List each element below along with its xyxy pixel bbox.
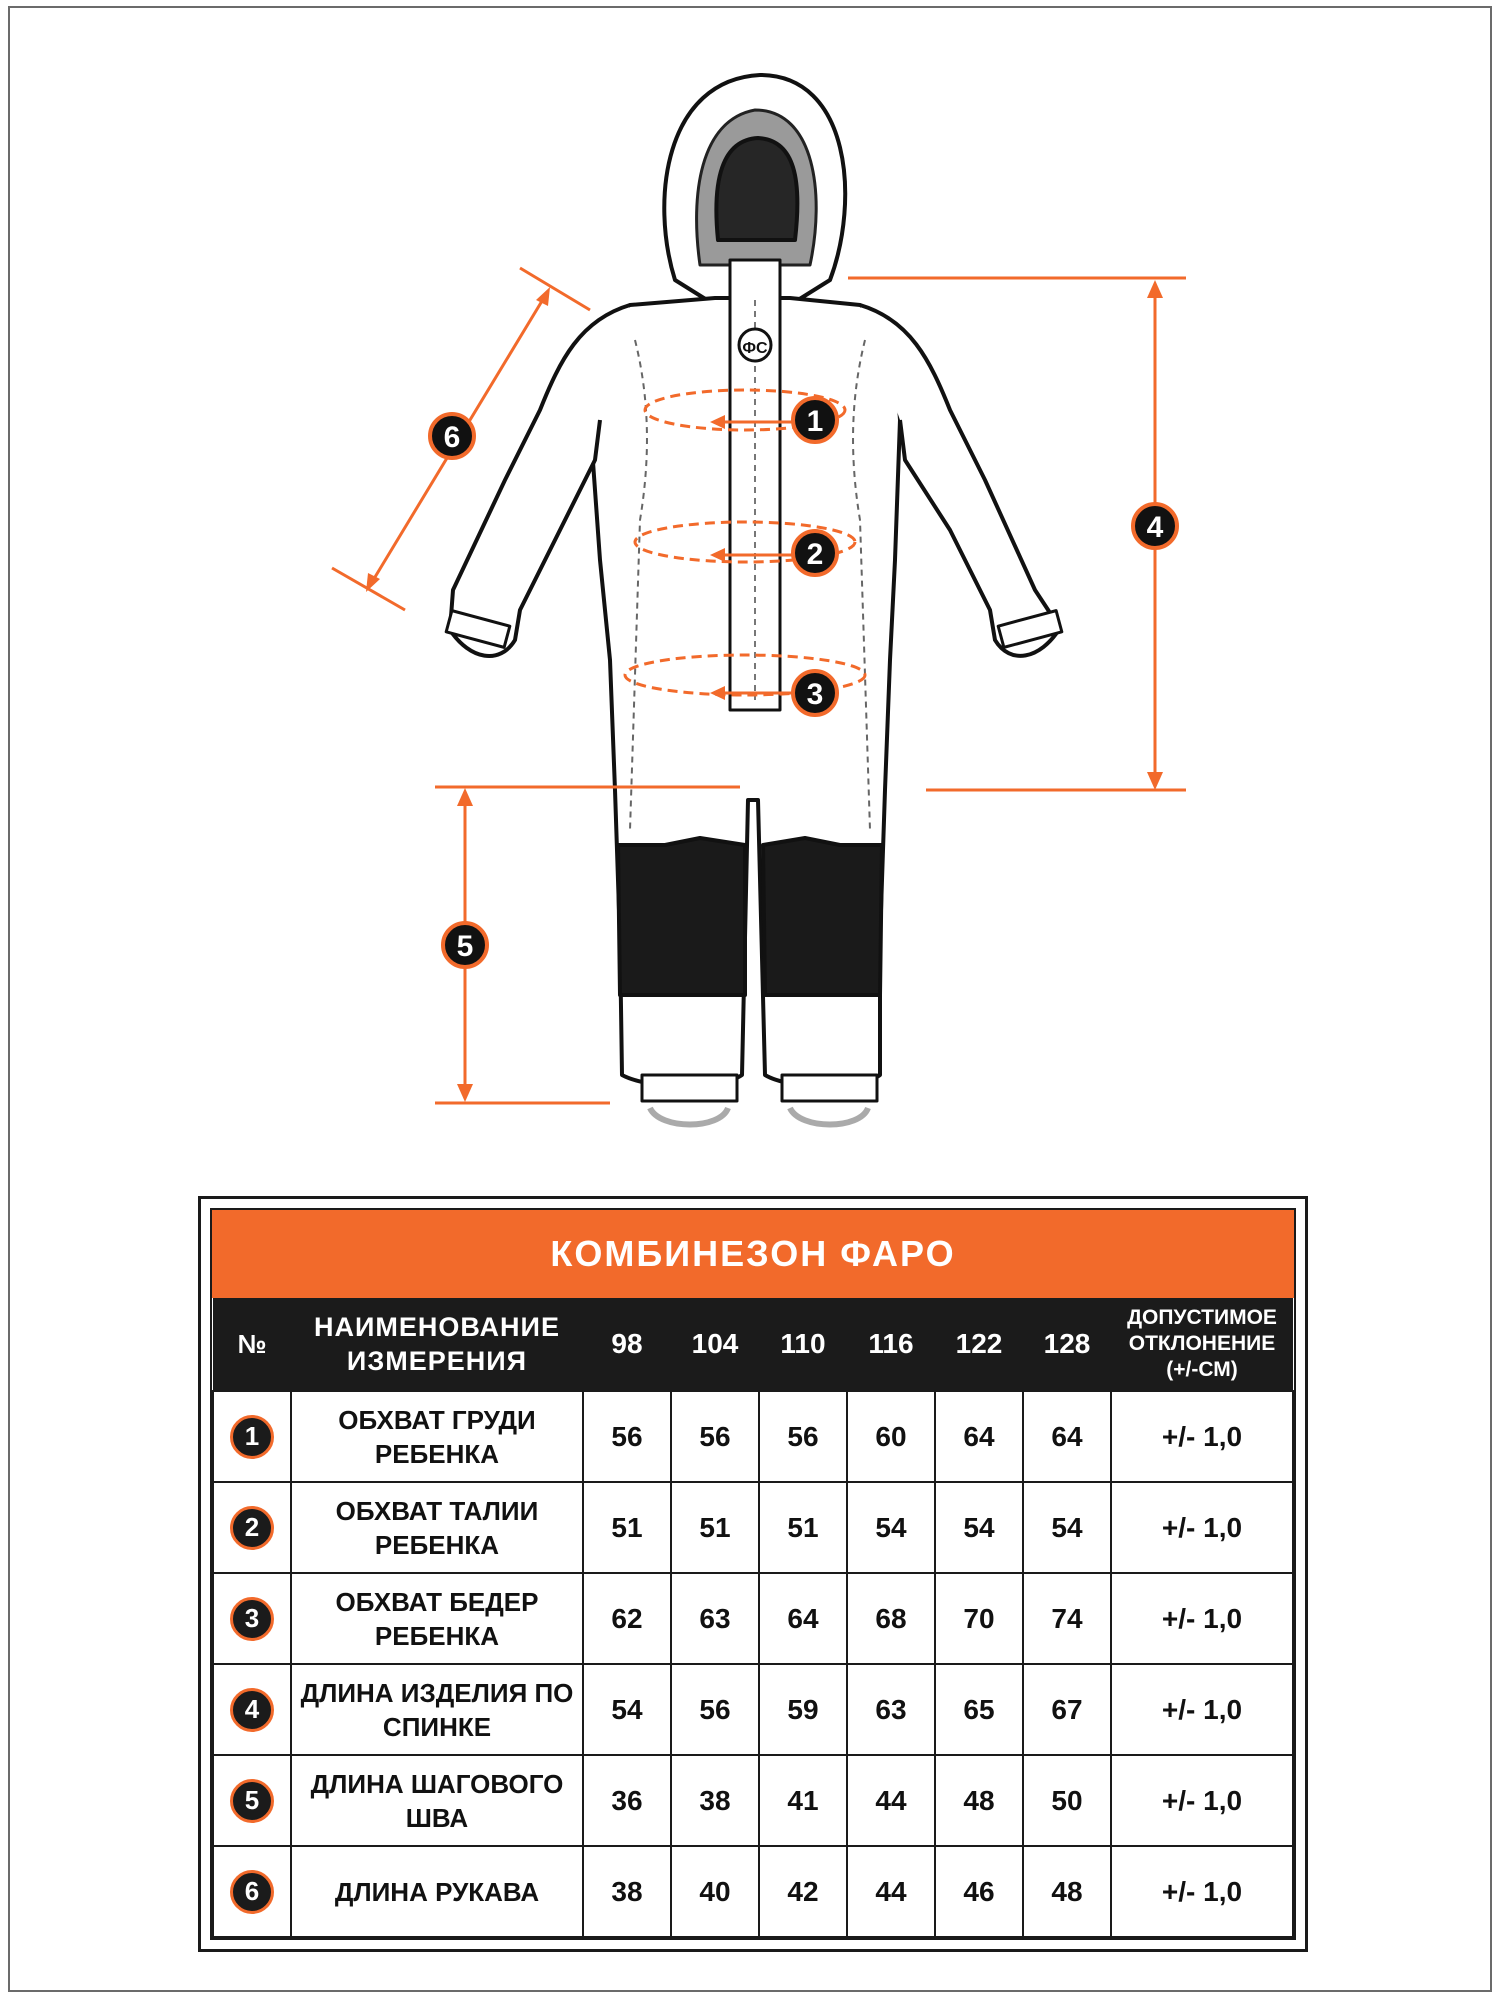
size-value: 44 <box>847 1755 935 1846</box>
measurement-name: ОБХВАТ ГРУДИ РЕБЕНКА <box>291 1391 583 1482</box>
header-size: 104 <box>671 1298 759 1391</box>
table-row <box>213 1482 1293 1573</box>
row-number-cell <box>213 1664 291 1755</box>
size-value: 50 <box>1023 1755 1111 1846</box>
tolerance-value: +/- 1,0 <box>1111 1573 1293 1664</box>
marker-3 <box>793 671 837 715</box>
header-size: 128 <box>1023 1298 1111 1391</box>
knee-patch-right <box>763 838 882 995</box>
size-value: 51 <box>671 1482 759 1573</box>
marker-1 <box>793 398 837 442</box>
header-row <box>213 1298 1293 1391</box>
size-value: 46 <box>935 1846 1023 1937</box>
measurement-name: ДЛИНА РУКАВА <box>291 1846 583 1937</box>
size-value: 40 <box>671 1846 759 1937</box>
size-value: 38 <box>583 1846 671 1937</box>
svg-text:4: 4 <box>1146 511 1164 544</box>
header-size: 116 <box>847 1298 935 1391</box>
size-value: 42 <box>759 1846 847 1937</box>
header-size: 98 <box>583 1298 671 1391</box>
size-value: 60 <box>847 1391 935 1482</box>
measurement-name: ОБХВАТ ТАЛИИ РЕБЕНКА <box>291 1482 583 1573</box>
size-value: 54 <box>583 1664 671 1755</box>
row-number-cell <box>213 1482 291 1573</box>
size-value: 36 <box>583 1755 671 1846</box>
size-value: 44 <box>847 1846 935 1937</box>
table-row <box>213 1846 1293 1937</box>
size-value: 51 <box>583 1482 671 1573</box>
measurement-name: ДЛИНА ШАГОВОГО ШВА <box>291 1755 583 1846</box>
table-row <box>213 1755 1293 1846</box>
row-number-cell <box>213 1755 291 1846</box>
measurement-name: ДЛИНА ИЗДЕЛИЯ ПО СПИНКЕ <box>291 1664 583 1755</box>
row-number-cell <box>213 1391 291 1482</box>
size-value: 38 <box>671 1755 759 1846</box>
header-num: № <box>213 1298 291 1391</box>
row-number-badge: 3 <box>230 1597 274 1641</box>
size-value: 67 <box>1023 1664 1111 1755</box>
boot-strap-right <box>790 1108 868 1125</box>
tolerance-value: +/- 1,0 <box>1111 1755 1293 1846</box>
marker-6 <box>430 414 474 458</box>
row-number-cell <box>213 1573 291 1664</box>
svg-text:2: 2 <box>806 538 824 571</box>
marker-2 <box>793 531 837 575</box>
size-chart <box>198 1196 1308 1952</box>
size-value: 59 <box>759 1664 847 1755</box>
size-value: 54 <box>1023 1482 1111 1573</box>
marker-4 <box>1133 504 1177 548</box>
size-value: 63 <box>847 1664 935 1755</box>
size-value: 48 <box>935 1755 1023 1846</box>
tolerance-value: +/- 1,0 <box>1111 1664 1293 1755</box>
tolerance-value: +/- 1,0 <box>1111 1391 1293 1482</box>
size-value: 64 <box>935 1391 1023 1482</box>
row-number-badge: 1 <box>230 1415 274 1459</box>
tolerance-value: +/- 1,0 <box>1111 1482 1293 1573</box>
marker-5 <box>443 923 487 967</box>
size-value: 68 <box>847 1573 935 1664</box>
svg-text:3: 3 <box>806 678 824 711</box>
size-value: 54 <box>847 1482 935 1573</box>
size-value: 65 <box>935 1664 1023 1755</box>
boot-strap-left <box>650 1108 728 1125</box>
size-value: 62 <box>583 1573 671 1664</box>
brand-logo: ФС <box>742 340 768 357</box>
row-number-badge: 2 <box>230 1506 274 1550</box>
knee-patch-left <box>618 838 745 995</box>
size-value: 48 <box>1023 1846 1111 1937</box>
size-table <box>212 1298 1294 1938</box>
size-value: 56 <box>671 1664 759 1755</box>
measurement-name: ОБХВАТ БЕДЕР РЕБЕНКА <box>291 1573 583 1664</box>
header-tolerance: ДОПУСТИМОЕ ОТКЛОНЕНИЕ (+/-СМ) <box>1111 1298 1293 1391</box>
size-value: 51 <box>759 1482 847 1573</box>
tolerance-value: +/- 1,0 <box>1111 1846 1293 1937</box>
size-value: 56 <box>759 1391 847 1482</box>
size-value: 70 <box>935 1573 1023 1664</box>
table-row <box>213 1664 1293 1755</box>
svg-text:1: 1 <box>806 405 824 438</box>
size-value: 41 <box>759 1755 847 1846</box>
row-number-badge: 4 <box>230 1688 274 1732</box>
header-name: НАИМЕНОВАНИЕ ИЗМЕРЕНИЯ <box>291 1298 583 1391</box>
right-leg-cuff <box>782 1075 877 1101</box>
jumpsuit-drawing <box>443 75 1062 1125</box>
size-value: 74 <box>1023 1573 1111 1664</box>
size-chart-title: КОМБИНЕЗОН ФАРО <box>212 1210 1294 1298</box>
row-number-badge: 5 <box>230 1779 274 1823</box>
row-number-cell <box>213 1846 291 1937</box>
table-row <box>213 1391 1293 1482</box>
row-number-badge: 6 <box>230 1870 274 1914</box>
header-size: 110 <box>759 1298 847 1391</box>
size-value: 64 <box>759 1573 847 1664</box>
hood-face <box>716 138 797 240</box>
size-value: 64 <box>1023 1391 1111 1482</box>
size-value: 56 <box>671 1391 759 1482</box>
table-row <box>213 1573 1293 1664</box>
svg-text:5: 5 <box>456 930 474 963</box>
svg-text:6: 6 <box>443 421 461 454</box>
size-value: 63 <box>671 1573 759 1664</box>
left-leg-cuff <box>642 1075 737 1101</box>
size-value: 56 <box>583 1391 671 1482</box>
size-value: 54 <box>935 1482 1023 1573</box>
header-size: 122 <box>935 1298 1023 1391</box>
